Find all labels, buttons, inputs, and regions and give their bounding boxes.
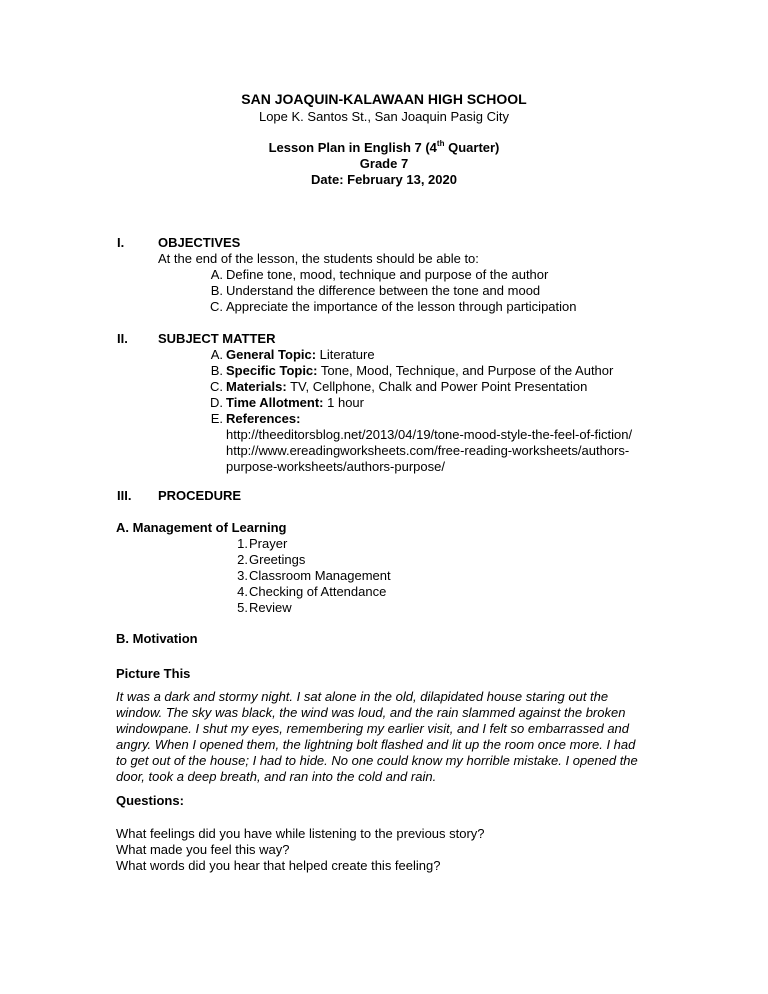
section-title-objectives: OBJECTIVES	[158, 235, 241, 250]
management-item	[237, 536, 391, 552]
section-numeral-procedure: III.	[117, 488, 132, 503]
story-paragraph	[116, 689, 676, 785]
story-line: window. The sky was black, the wind was loud, and the rain slammed against the broken	[116, 705, 626, 720]
objective-item	[210, 283, 577, 299]
management-text: Prayer	[249, 536, 288, 551]
story-line: to get out of the house; I had to hide. No one could know my horrible mistake. I opened the	[116, 753, 638, 768]
subject-text: 1 hour	[323, 395, 364, 410]
section-title-subject: SUBJECT MATTER	[158, 331, 276, 346]
activity-title: Picture This	[116, 666, 191, 681]
subject-item	[210, 395, 632, 411]
plan-title-pre: Lesson Plan in English 7 (4	[268, 140, 437, 155]
management-item	[237, 584, 391, 600]
management-marker: 3.	[237, 568, 248, 583]
objectives-list	[210, 267, 577, 315]
subject-item	[210, 379, 632, 395]
management-list	[237, 536, 391, 616]
management-text: Classroom Management	[249, 568, 391, 583]
subject-text: TV, Cellphone, Chalk and Power Point Presentation	[286, 379, 588, 394]
objective-text: Appreciate the importance of the lesson through participation	[226, 299, 577, 314]
management-title: A. Management of Learning	[116, 520, 287, 535]
management-item	[237, 568, 391, 584]
section-title-procedure: PROCEDURE	[158, 488, 242, 503]
management-marker: 2.	[237, 552, 248, 567]
questions-title: Questions:	[116, 793, 184, 808]
plan-title-sup: th	[436, 138, 445, 148]
management-item	[237, 600, 391, 616]
section-numeral-subject: II.	[117, 331, 128, 346]
objective-item	[210, 267, 577, 283]
section-numeral-objectives: I.	[117, 235, 125, 250]
management-text: Review	[249, 600, 292, 615]
reference-link[interactable]: http://www.ereadingworksheets.com/free-reading-worksheets/authors-	[226, 443, 630, 458]
subject-label: General Topic:	[226, 347, 317, 362]
subject-label: Time Allotment:	[226, 395, 324, 410]
objective-marker: C.	[210, 299, 223, 314]
management-item	[237, 552, 391, 568]
plan-title-post: Quarter)	[444, 140, 500, 155]
subject-text: Tone, Mood, Technique, and Purpose of the Author	[317, 363, 614, 378]
management-text: Greetings	[249, 552, 306, 567]
question-item: What feelings did you have while listening to the previous story?	[116, 826, 485, 841]
objective-text: Define tone, mood, technique and purpose of the author	[226, 267, 549, 282]
objective-marker: A.	[210, 267, 223, 282]
story-line: angry. When I opened them, the lightning bolt flashed and lit up the room once more. I had	[116, 737, 636, 752]
subject-label: Materials:	[226, 379, 287, 394]
school-name: SAN JOAQUIN-KALAWAAN HIGH SCHOOL	[241, 91, 527, 107]
grade-label: Grade 7	[359, 156, 409, 171]
subject-list	[210, 347, 633, 475]
management-text: Checking of Attendance	[249, 584, 387, 599]
subject-marker: D.	[210, 395, 223, 410]
objective-marker: B.	[210, 283, 223, 298]
management-marker: 1.	[237, 536, 248, 551]
subject-marker: C.	[210, 379, 223, 394]
story-line: windowpane. I shut my eyes, remembering my earlier visit, and I felt so embarrassed and	[116, 721, 630, 736]
lesson-date: Date: February 13, 2020	[311, 172, 457, 187]
subject-text: Literature	[316, 347, 375, 362]
questions-list	[116, 826, 485, 874]
subject-marker: A.	[210, 347, 223, 362]
story-line: door, took a deep breath, and ran into the cold and rain.	[116, 769, 437, 784]
subject-marker: B.	[210, 363, 223, 378]
objectives-intro: At the end of the lesson, the students should be able to:	[158, 251, 479, 266]
school-address: Lope K. Santos St., San Joaquin Pasig City	[258, 109, 510, 124]
management-marker: 4.	[237, 584, 248, 599]
subject-label: References:	[226, 411, 301, 426]
subject-item	[210, 411, 632, 427]
objective-item	[210, 299, 577, 315]
reference-link[interactable]: http://theeditorsblog.net/2013/04/19/tone-mood-style-the-feel-of-fiction/	[226, 427, 633, 442]
question-item: What made you feel this way?	[116, 842, 290, 857]
reference-link-continued[interactable]: purpose-worksheets/authors-purpose/	[226, 459, 445, 474]
objective-text: Understand the difference between the tone and mood	[226, 283, 541, 298]
motivation-title: B. Motivation	[116, 631, 198, 646]
question-item: What words did you hear that helped create this feeling?	[116, 858, 441, 873]
story-line: It was a dark and stormy night. I sat alone in the old, dilapidated house staring out the	[116, 689, 609, 704]
subject-label: Specific Topic:	[226, 363, 318, 378]
subject-item	[210, 363, 632, 379]
management-marker: 5.	[237, 600, 248, 615]
plan-title	[0, 140, 768, 156]
subject-item	[210, 347, 632, 363]
subject-marker: E.	[210, 411, 223, 426]
